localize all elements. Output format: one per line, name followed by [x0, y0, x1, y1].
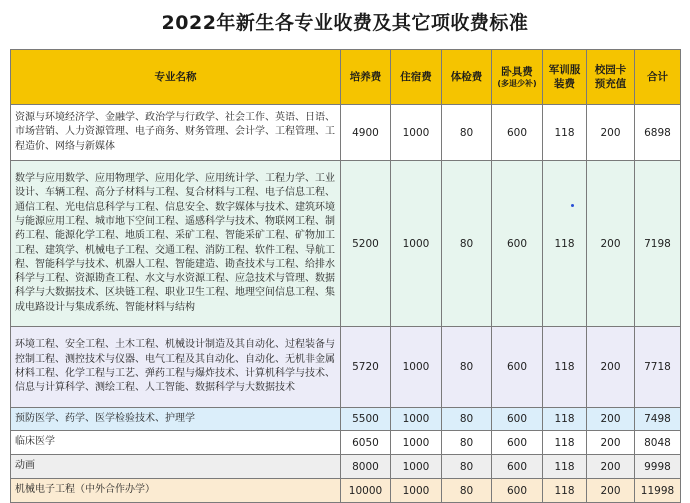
total-cell: 7498	[635, 408, 681, 431]
tuition-cell: 5500	[341, 408, 391, 431]
header-bedding	[492, 50, 543, 105]
table-row	[11, 408, 681, 431]
total-cell: 7198	[635, 161, 681, 327]
military-cell: 118	[543, 327, 587, 408]
table-row	[11, 431, 681, 455]
total-cell: 6898	[635, 105, 681, 161]
bedding-cell: 600	[492, 105, 543, 161]
physical-cell: 80	[442, 327, 492, 408]
total-cell: 7718	[635, 327, 681, 408]
page-title: 2022年新生各专业收费及其它项收费标准	[161, 12, 529, 34]
accommodation-cell: 1000	[391, 455, 442, 479]
campus-card-cell: 200	[587, 161, 635, 327]
accommodation-cell: 1000	[391, 327, 442, 408]
campus-card-cell: 200	[587, 105, 635, 161]
header-tuition: 培养费	[341, 50, 391, 105]
major-cell: 动画	[11, 455, 341, 479]
bedding-cell: 600	[492, 327, 543, 408]
campus-card-cell: 200	[587, 327, 635, 408]
physical-cell: 80	[442, 455, 492, 479]
header-row	[11, 50, 681, 105]
campus-card-cell: 200	[587, 431, 635, 455]
major-cell: 机械电子工程（中外合作办学）	[11, 479, 341, 503]
physical-cell: 80	[442, 479, 492, 503]
physical-cell: 80	[442, 408, 492, 431]
tuition-cell: 10000	[341, 479, 391, 503]
table-row	[11, 161, 681, 327]
tuition-cell: 5200	[341, 161, 391, 327]
bedding-cell: 600	[492, 431, 543, 455]
major-cell: 临床医学	[11, 431, 341, 455]
military-cell: 118	[543, 408, 587, 431]
military-cell: 118	[543, 455, 587, 479]
military-cell: 118	[543, 479, 587, 503]
accommodation-cell: 1000	[391, 479, 442, 503]
bedding-cell: 600	[492, 408, 543, 431]
total-cell: 11998	[635, 479, 681, 503]
bedding-cell: 600	[492, 455, 543, 479]
physical-cell: 80	[442, 105, 492, 161]
header-bedding-label: 卧具费	[501, 66, 533, 78]
total-cell: 9998	[635, 455, 681, 479]
physical-cell: 80	[442, 431, 492, 455]
military-cell: 118	[543, 431, 587, 455]
header-bedding-note: (多退少补)	[497, 79, 537, 88]
tuition-cell: 5720	[341, 327, 391, 408]
fee-table	[10, 49, 681, 503]
tuition-cell: 6050	[341, 431, 391, 455]
table-row	[11, 327, 681, 408]
header-accommodation: 住宿费	[391, 50, 442, 105]
accommodation-cell: 1000	[391, 408, 442, 431]
header-major: 专业名称	[11, 50, 341, 105]
table-row	[11, 479, 681, 503]
stray-dot-mark	[571, 204, 574, 207]
tuition-cell: 4900	[341, 105, 391, 161]
accommodation-cell: 1000	[391, 161, 442, 327]
campus-card-cell: 200	[587, 408, 635, 431]
accommodation-cell: 1000	[391, 105, 442, 161]
major-cell: 资源与环境经济学、金融学、政治学与行政学、社会工作、英语、日语、市场营销、人力资源管理、电子商务、财务管理、会计学、工程管理、工程造价、网络与新媒体	[11, 105, 341, 161]
table-row	[11, 105, 681, 161]
bedding-cell: 600	[492, 479, 543, 503]
header-total: 合计	[635, 50, 681, 105]
header-physical: 体检费	[442, 50, 492, 105]
campus-card-cell: 200	[587, 479, 635, 503]
major-cell: 预防医学、药学、医学检验技术、护理学	[11, 408, 341, 431]
bedding-cell: 600	[492, 161, 543, 327]
table-row	[11, 455, 681, 479]
physical-cell: 80	[442, 161, 492, 327]
major-cell: 环境工程、安全工程、土木工程、机械设计制造及其自动化、过程装备与控制工程、测控技术与仪器、电气工程及其自动化、自动化、无机非金属材料工程、化学工程与工艺、弹药工程与爆炸技术、计算机科学与技术、信息与计算科学、测绘工程、人工智能、数据科学与大数据技术	[11, 327, 341, 408]
military-cell: 118	[543, 105, 587, 161]
accommodation-cell: 1000	[391, 431, 442, 455]
campus-card-cell: 200	[587, 455, 635, 479]
total-cell: 8048	[635, 431, 681, 455]
military-cell: 118	[543, 161, 587, 327]
major-cell: 数学与应用数学、应用物理学、应用化学、应用统计学、工程力学、工业设计、车辆工程、高分子材料与工程、复合材料与工程、电子信息工程、通信工程、光电信息科学与工程、信息安全、数字媒体与技术、建筑环境与能源应用工程、城市地下空间工程、遥感科学与技术、物联网工程、制药工程、能源化学工程、地质工程、采矿工程、智能采矿工程、矿物加工工程、建筑学、机械电子工程、交通工程、消防工程、软件工程、导航工程、智能科学与技术、机器人工程、智能建造、勘查技术与工程、给排水科学与工程、资源勘查工程、水文与水资源工程、应急技术与管理、数据科学与大数据技术、区块链工程、职业卫生工程、地理空间信息工程、集成电路设计与集成系统、智能材料与结构	[11, 161, 341, 327]
header-campus-card: 校园卡预充值	[587, 50, 635, 105]
tuition-cell: 8000	[341, 455, 391, 479]
header-military: 军训服装费	[543, 50, 587, 105]
